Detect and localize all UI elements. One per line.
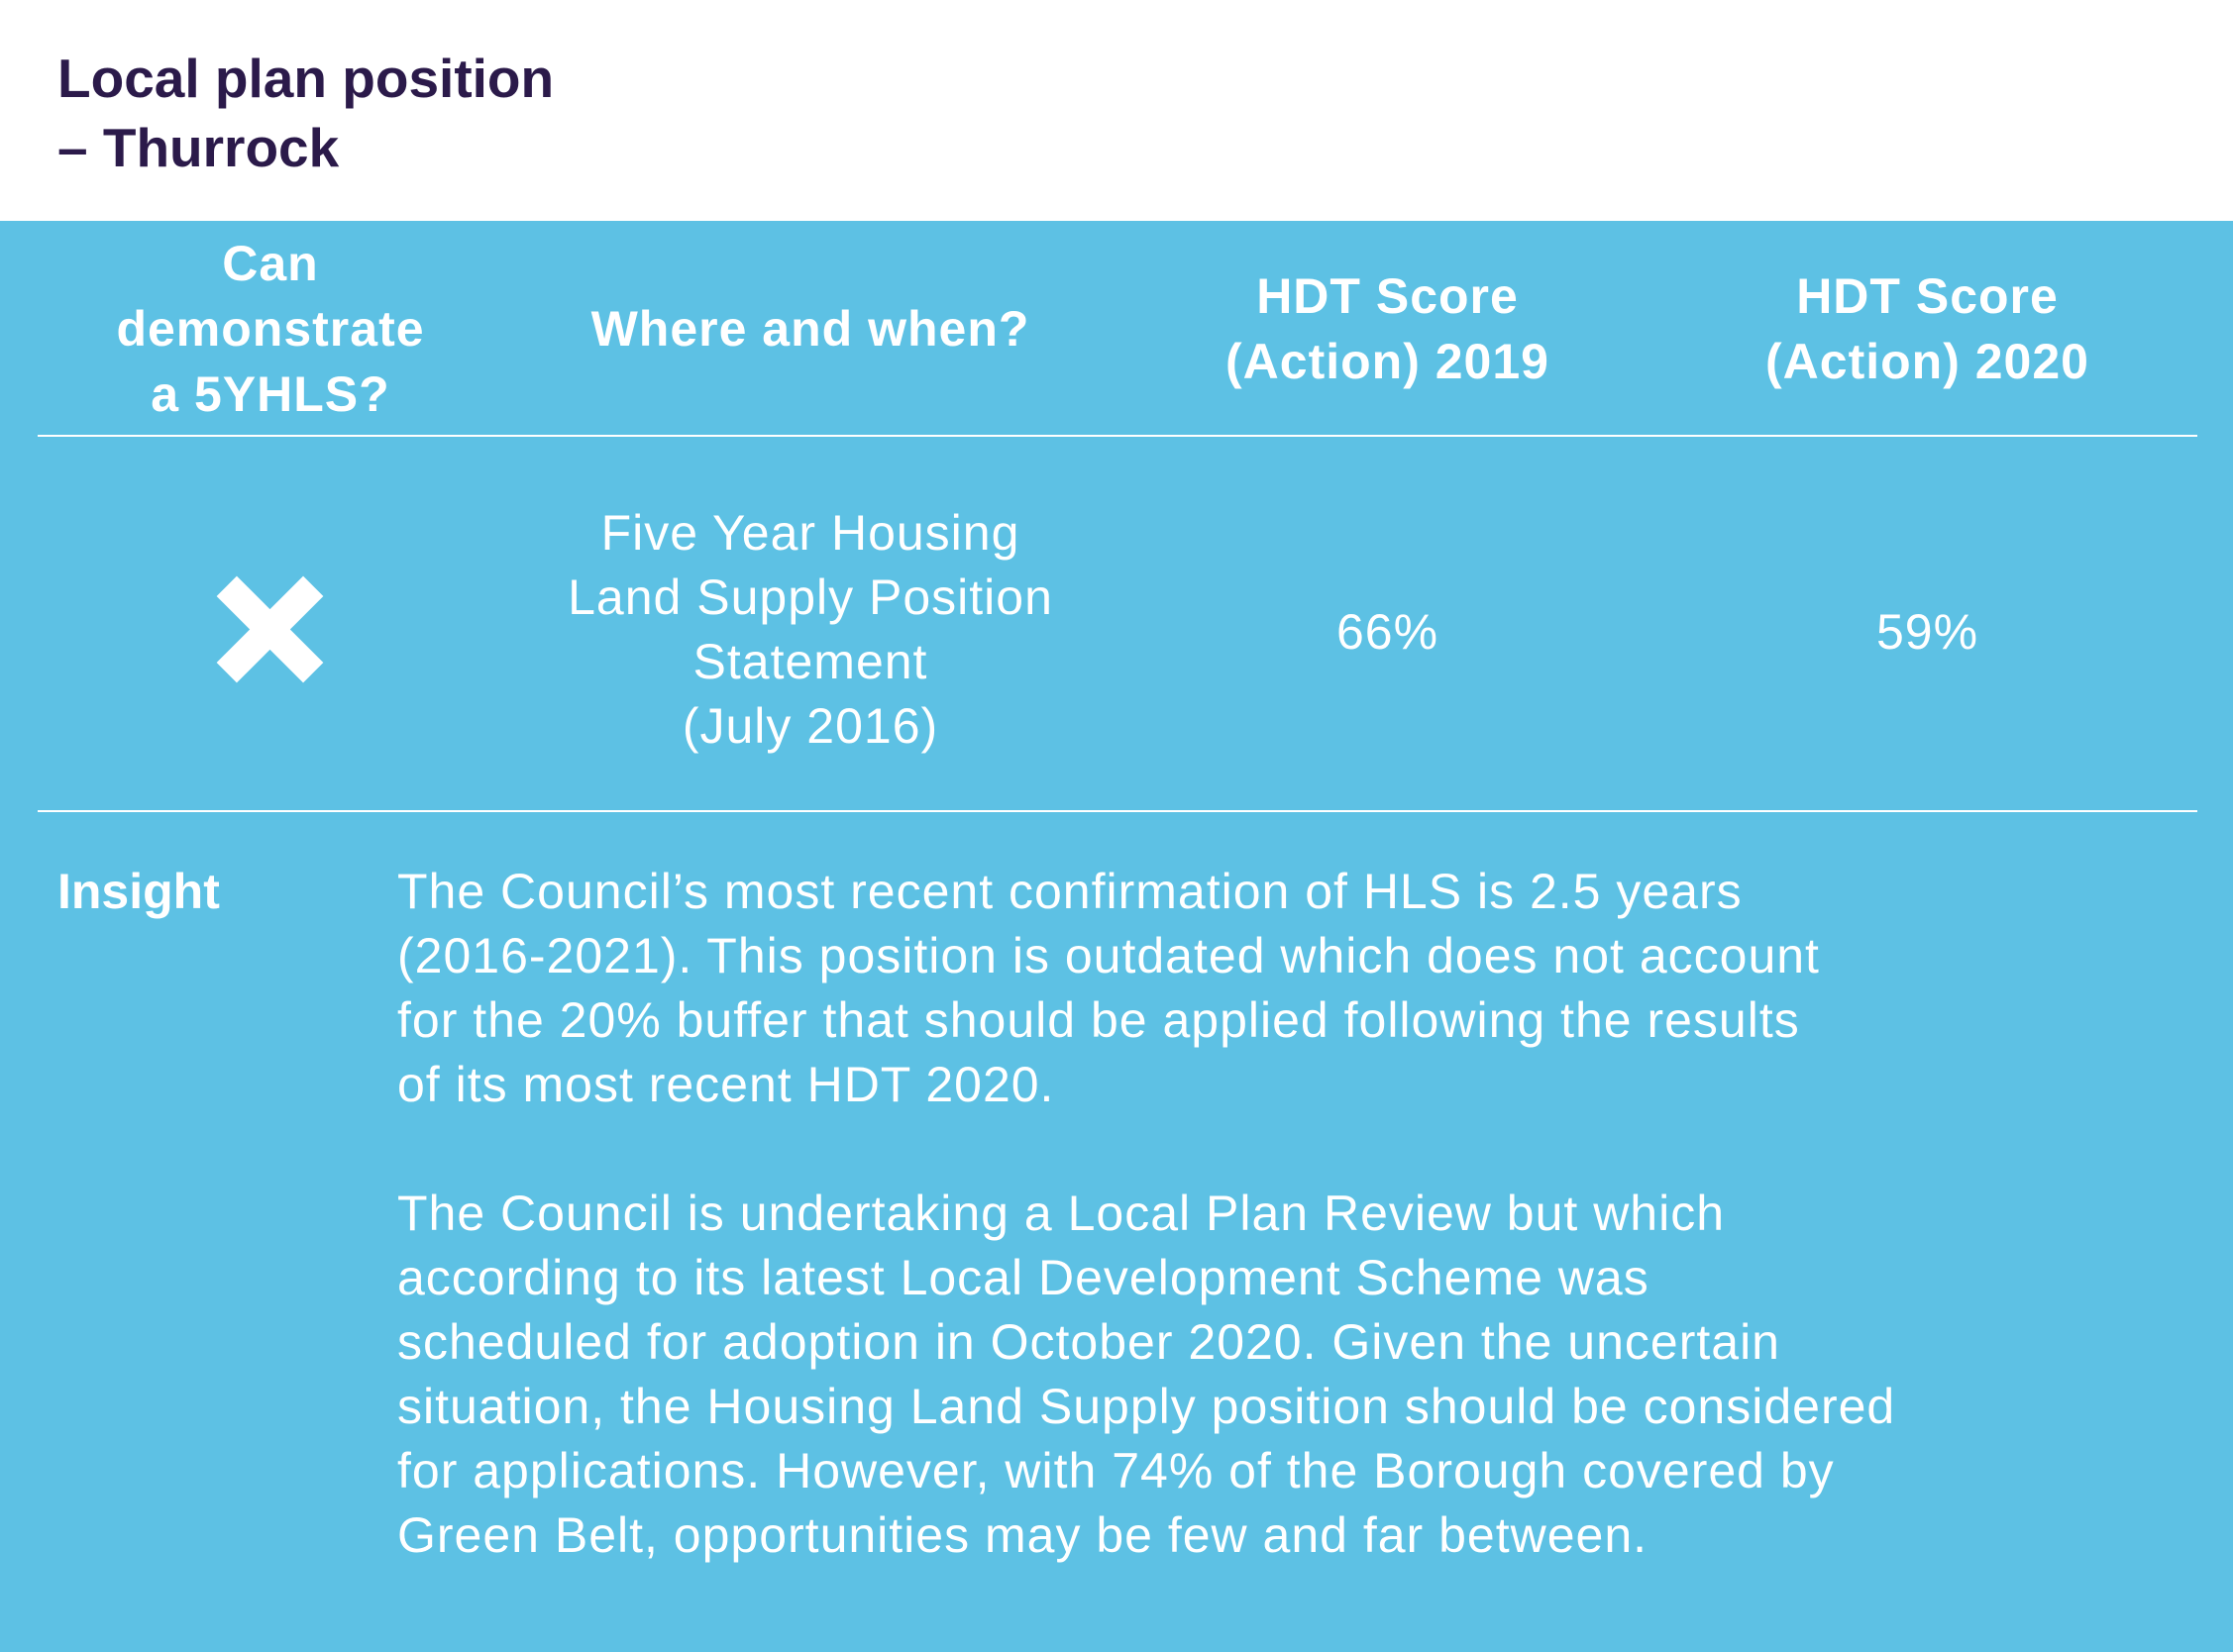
page-title: [57, 44, 554, 182]
where-line: Land Supply Position: [568, 568, 1053, 625]
insight-line: scheduled for adoption in October 2020. Given the uncertain: [397, 1314, 1780, 1370]
insight-line: Green Belt, opportunities may be few and far between.: [397, 1507, 1648, 1563]
header-hdt-2020: [1657, 221, 2197, 437]
insight-line: according to its latest Local Development Scheme was: [397, 1250, 1649, 1305]
header-demonstrate-line: a 5YHLS?: [151, 366, 390, 422]
insight-paragraph-1: [397, 860, 2200, 1117]
insight-line: (2016-2021). This position is outdated which does not account: [397, 928, 1820, 983]
where-when-value: [503, 498, 1117, 761]
header-hdt-2019: [1117, 221, 1657, 437]
cross-icon: [213, 572, 327, 686]
insight-line: The Council is undertaking a Local Plan Review but which: [397, 1186, 1726, 1241]
title-line-2: – Thurrock: [57, 117, 340, 178]
header-demonstrate-line: Can: [222, 236, 319, 291]
hdt-2019-value: 66%: [1335, 603, 1439, 660]
where-line: Statement: [692, 633, 928, 689]
insight-label: Insight: [57, 864, 220, 919]
insight-body: [397, 860, 2200, 1632]
insight-line: for the 20% buffer that should be applied following the results: [397, 992, 1800, 1048]
insight-line: for applications. However, with 74% of the Borough covered by: [397, 1443, 1835, 1498]
where-line: (July 2016): [682, 697, 939, 754]
local-plan-panel: [0, 221, 2233, 1652]
insight-line: of its most recent HDT 2020.: [397, 1057, 1055, 1112]
title-line-1: Local plan position: [57, 48, 555, 109]
header-hdt-2019-line: HDT Score: [1256, 268, 1519, 324]
insight-paragraph-2: [397, 1182, 2200, 1568]
header-hdt-2020-line: (Action) 2020: [1765, 334, 2089, 389]
where-line: Five Year Housing: [600, 504, 1020, 561]
insight-line: The Council’s most recent confirmation of HLS is 2.5 years: [397, 864, 1743, 919]
header-demonstrate-line: demonstrate: [116, 301, 425, 357]
header-where-when: [503, 221, 1117, 437]
hdt-2020-value: 59%: [1875, 603, 1979, 660]
header-demonstrate-5yhls: [38, 221, 503, 437]
header-where-label: Where and when?: [590, 301, 1030, 357]
header-divider: [38, 435, 2197, 437]
header-hdt-2020-line: HDT Score: [1796, 268, 2059, 324]
row-divider: [38, 810, 2197, 812]
header-hdt-2019-line: (Action) 2019: [1225, 334, 1549, 389]
insight-line: situation, the Housing Land Supply position should be considered: [397, 1379, 1896, 1434]
